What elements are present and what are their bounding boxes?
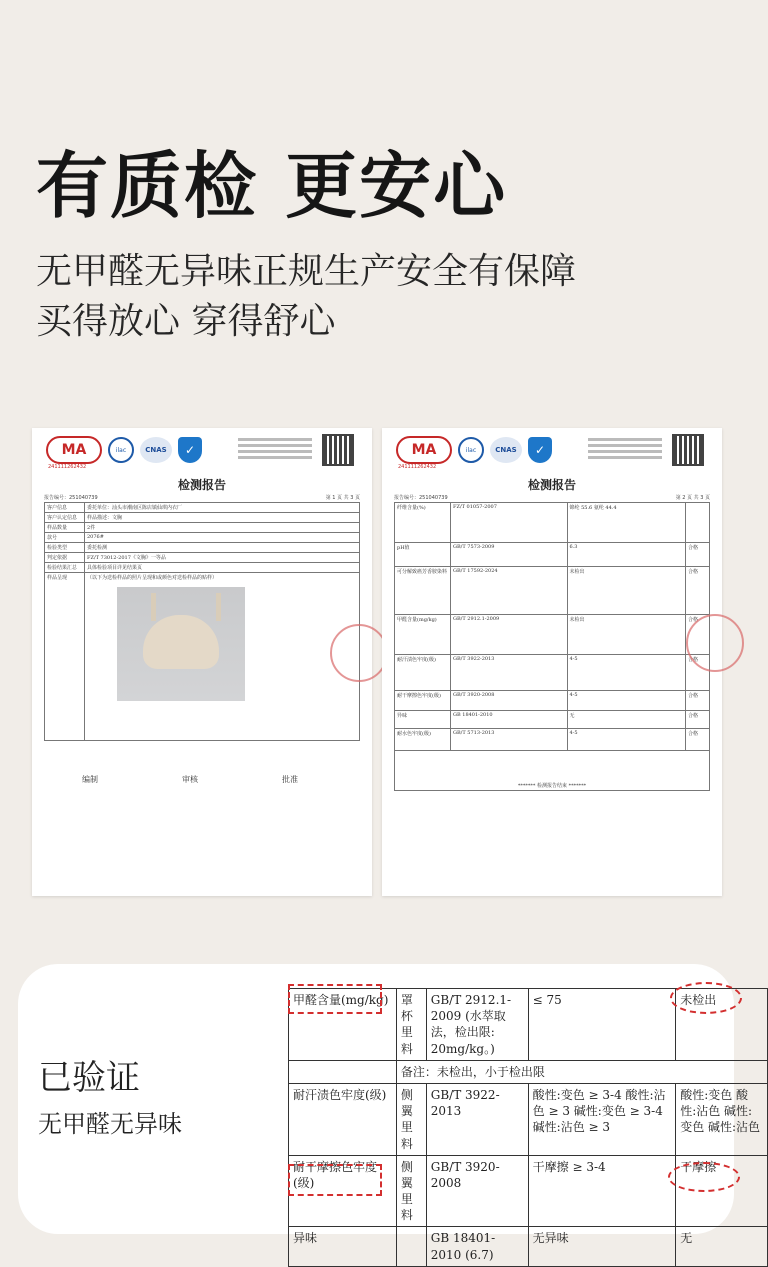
results-table — [394, 502, 710, 791]
cma-logo: MA — [396, 436, 452, 464]
cma-logo: MA — [46, 436, 102, 464]
table-row: 样品呈现 （以下为送检样品的照片呈现和或颜色对送检样品的贴样） — [45, 573, 360, 741]
table-row: 客户认定信息 样品描述：文胸 — [45, 513, 360, 523]
ma-code: 241111262432 — [48, 464, 87, 470]
table-row: 耐干摩擦色牢度(级) GB/T 3920-2008 4-5 合格 — [395, 691, 710, 711]
lab-contact-lines — [238, 438, 312, 462]
highlight-not-detected — [670, 982, 742, 1014]
table-row: 耐水色牢度(级) GB/T 5713-2013 4-5 合格 — [395, 729, 710, 751]
table-row: 耐汗渍色牢度(级) 侧翼里料 GB/T 3922-2013 酸性:变色 ≥ 3-4 酸性:沾色 ≥ 3 碱性:变色 ≥ 3-4 碱性:沾色 ≥ 3 酸性:变色 酸性:沾色 碱性:变色 碱性:沾色 — [289, 1083, 768, 1155]
test-report-page-1 — [32, 428, 372, 896]
certification-logos — [396, 436, 552, 464]
red-seal-stamp — [686, 614, 744, 672]
sample-photo — [117, 587, 245, 701]
cnas-logo: CNAS — [140, 437, 172, 463]
table-row: 异味 GB 18401-2010 (6.7) 无异味 无 — [289, 1227, 768, 1266]
signature-reviewed: 审核 — [182, 775, 198, 784]
table-row: 异味 GB 18401-2010 无 合格 — [395, 711, 710, 729]
shield-check-icon: ✓ — [178, 437, 202, 463]
verified-title: 已验证 — [38, 1058, 140, 1098]
table-row: ******* 检测报告结束 ******* — [395, 751, 710, 791]
lab-contact-lines — [588, 438, 662, 462]
test-report-page-2 — [382, 428, 722, 896]
table-row: 样品数量 2件 — [45, 523, 360, 533]
table-row: 款号 2076# — [45, 533, 360, 543]
shield-check-icon: ✓ — [528, 437, 552, 463]
signature-approved: 批准 — [282, 775, 298, 784]
verified-subtitle: 无甲醛无异味 — [38, 1110, 182, 1138]
certification-logos — [46, 436, 202, 464]
report-number: 报告编号：251040739 — [44, 495, 98, 501]
report-meta — [394, 494, 710, 501]
ma-code: 241111262432 — [398, 464, 437, 470]
cnas-logo: CNAS — [490, 437, 522, 463]
red-seal-stamp — [330, 624, 388, 682]
highlight-none — [668, 1162, 740, 1192]
table-row: 可分解致癌芳香胺染料 GB/T 17592-2024 未检出 合格 — [395, 567, 710, 615]
sample-note: （以下为送检样品的照片呈现和或颜色对送检样品的贴样） — [87, 575, 218, 581]
report-number: 报告编号：251040739 — [394, 495, 448, 501]
ilac-mra-logo: ilac — [108, 437, 134, 463]
highlight-formaldehyde — [288, 984, 382, 1014]
report-info-table — [44, 502, 360, 741]
headline: 有质检 更安心 — [36, 144, 508, 228]
report-page: 第 2 页 共 3 页 — [675, 495, 710, 501]
ilac-mra-logo: ilac — [458, 437, 484, 463]
report-page: 第 1 页 共 3 页 — [325, 495, 360, 501]
highlight-odor — [288, 1164, 382, 1196]
subline-quality: 无甲醛无异味正规生产安全有保障 — [36, 251, 577, 292]
table-row: 检验类型 委托检测 — [45, 543, 360, 553]
table-row: 耐汗渍色牢度(级) GB/T 3922-2013 4-5 合格 — [395, 655, 710, 691]
table-row: 备注：未检出，小于检出限 — [289, 1060, 768, 1083]
table-row: 甲醛含量(mg/kg) 罩杯里料 GB/T 2912.1-2009 (水萃取法，检出限: 20mg/kg。) ≤ 75 未检出 — [289, 989, 768, 1061]
subline-comfort: 买得放心 穿得舒心 — [36, 301, 336, 342]
report-meta — [44, 494, 360, 501]
table-row: pH值 GB/T 7573-2009 6.3 合格 — [395, 543, 710, 567]
table-row: 判定依据 FZ/T 73012-2017《文胸》一等品 — [45, 553, 360, 563]
table-row: 耐干摩擦色牢度(级) 侧翼里料 GB/T 3920-2008 干摩擦 ≥ 3-4 干摩擦 — [289, 1155, 768, 1227]
table-row: 甲醛含量(mg/kg) GB/T 2912.1-2009 未检出 合格 — [395, 615, 710, 655]
verified-card — [18, 964, 761, 1262]
report-title: 检测报告 — [527, 478, 576, 492]
table-row: 客户信息 委托单位：汕头市潮南区陈店镇仙琪内衣厂 — [45, 503, 360, 513]
zoomed-results-table — [288, 988, 768, 1267]
table-row: 纤维含量(%) FZ/T 01057-2007 锦纶 55.6 氨纶 44.4 — [395, 503, 710, 543]
signature-compiled: 编制 — [82, 775, 98, 784]
qr-code-icon — [322, 434, 354, 466]
report-title: 检测报告 — [177, 478, 226, 492]
zoomed-results — [288, 988, 761, 1262]
bra-image — [143, 615, 219, 669]
table-row: 检验结果汇总 具体检验项目详见结果页 — [45, 563, 360, 573]
qr-code-icon — [672, 434, 704, 466]
